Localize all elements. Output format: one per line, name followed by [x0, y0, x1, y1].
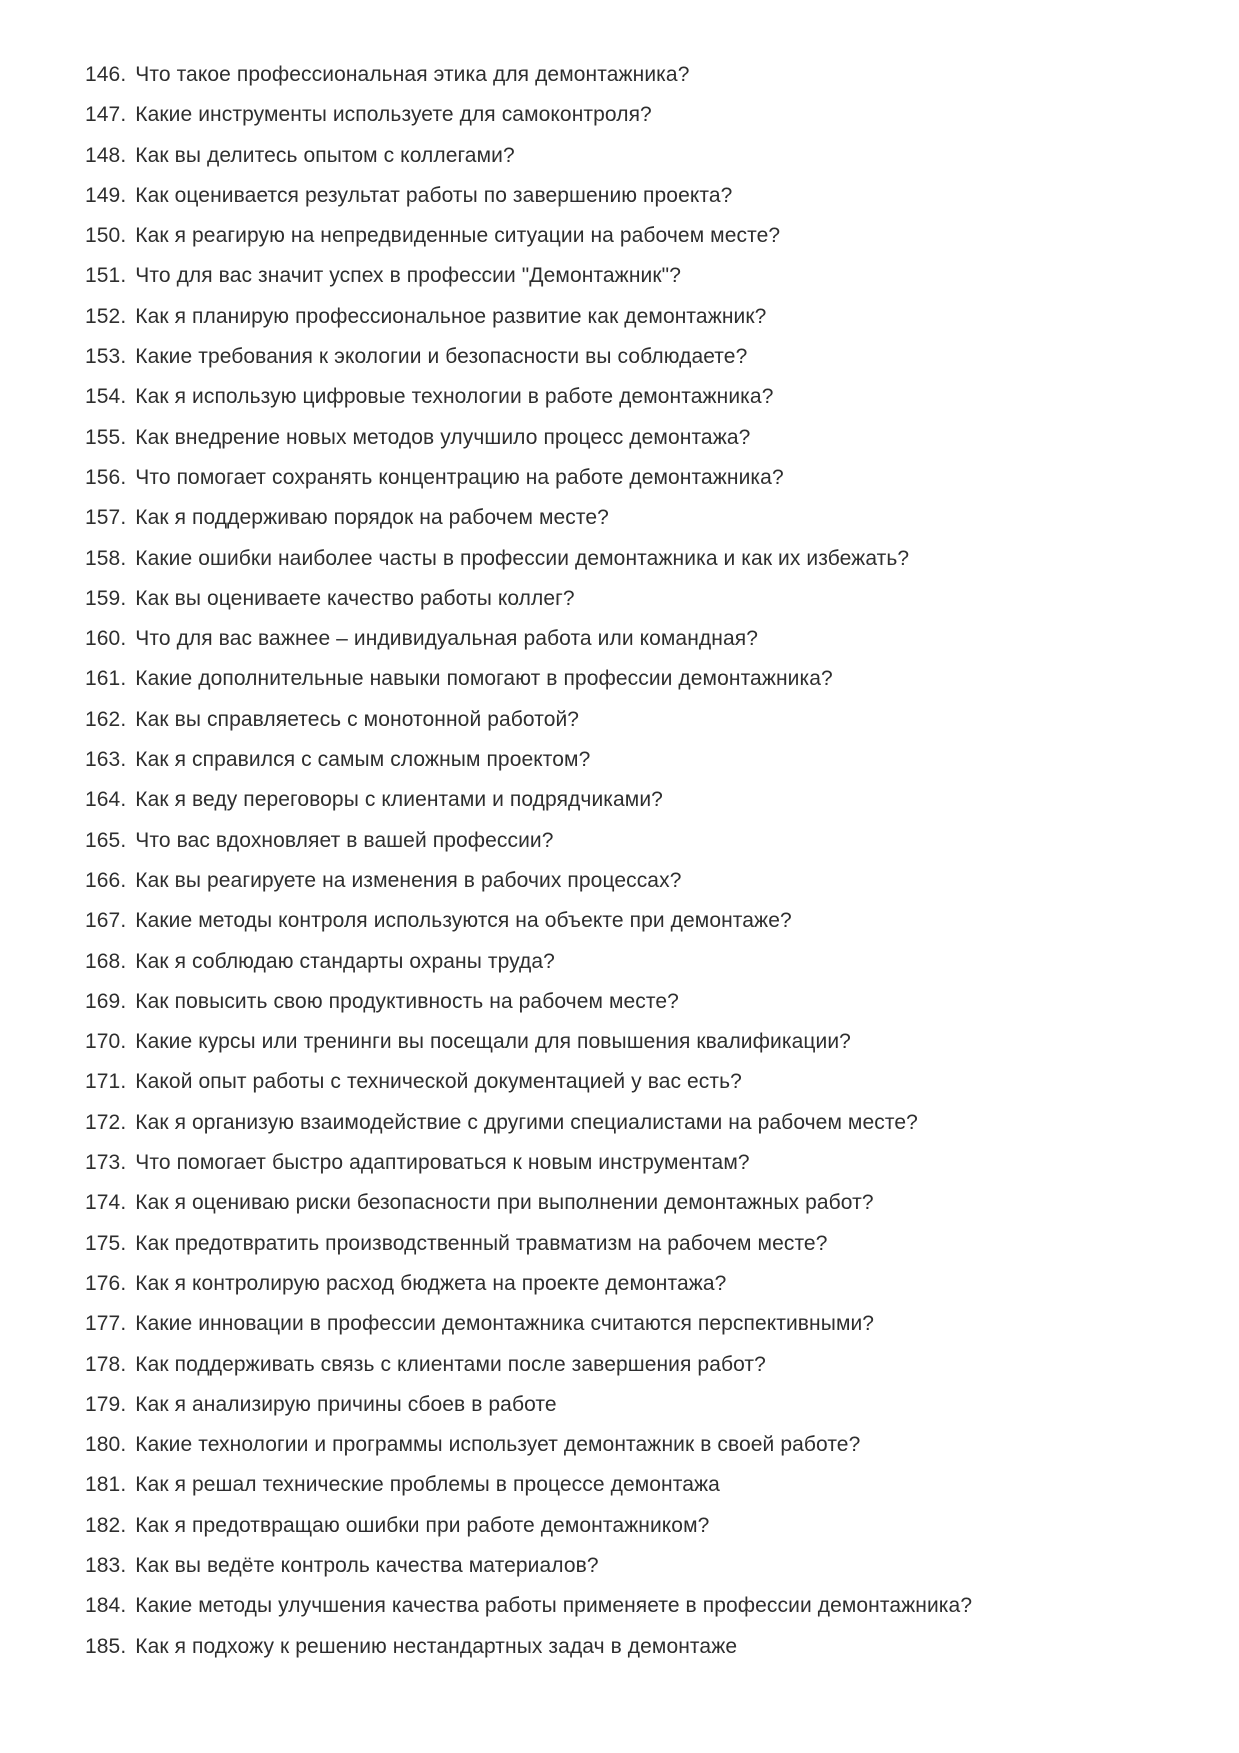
item-text: Как я решал технические проблемы в процессе демонтажа: [135, 1473, 720, 1497]
item-text: Какие технологии и программы использует демонтажник в своей работе?: [135, 1433, 861, 1457]
item-text: Как вы делитесь опытом с коллегами?: [135, 143, 515, 167]
list-item: [85, 861, 1179, 901]
item-number: 150.: [85, 224, 127, 248]
list-item: [85, 982, 1179, 1022]
item-number: 163.: [85, 748, 127, 772]
list-item: [85, 1546, 1179, 1586]
item-number: 146.: [85, 63, 127, 86]
item-text: Как оценивается результат работы по завершению проекта?: [135, 183, 733, 207]
list-item: [85, 659, 1179, 699]
list-item: [85, 337, 1179, 377]
item-number: 166.: [85, 868, 127, 892]
list-item: [85, 700, 1179, 740]
list-item: [85, 458, 1179, 498]
list-item: [85, 780, 1179, 820]
item-text: Какие методы улучшения качества работы применяете в профессии демонтажника?: [135, 1594, 973, 1618]
item-number: 164.: [85, 788, 127, 812]
list-item: [85, 55, 1179, 95]
item-text: Как вы ведёте контроль качества материалов?: [135, 1553, 599, 1577]
item-text: Как я предотвращаю ошибки при работе демонтажником?: [135, 1513, 710, 1537]
item-text: Что помогает быстро адаптироваться к новым инструментам?: [135, 1151, 750, 1175]
item-number: 155.: [85, 425, 127, 449]
list-item: [85, 1264, 1179, 1304]
list-item: [85, 1345, 1179, 1385]
list-item: [85, 579, 1179, 619]
item-text: Какие требования к экологии и безопасности вы соблюдаете?: [135, 345, 748, 369]
list-item: [85, 1183, 1179, 1223]
list-item: [85, 1062, 1179, 1102]
list-item: [85, 1506, 1179, 1546]
item-number: 167.: [85, 909, 127, 933]
item-text: Как я соблюдаю стандарты охраны труда?: [135, 949, 555, 973]
item-number: 184.: [85, 1594, 127, 1618]
item-number: 181.: [85, 1473, 127, 1497]
list-item: [85, 176, 1179, 216]
list-item: [85, 942, 1179, 982]
item-number: 162.: [85, 707, 127, 731]
item-number: 174.: [85, 1191, 127, 1215]
item-text: Как я поддерживаю порядок на рабочем месте?: [135, 506, 609, 530]
item-text: Что вас вдохновляет в вашей профессии?: [135, 828, 554, 852]
list-item: [85, 498, 1179, 538]
item-text: Какие инновации в профессии демонтажника считаются перспективными?: [135, 1312, 875, 1336]
item-text: Что для вас важнее – индивидуальная работа или командная?: [135, 627, 758, 651]
item-number: 171.: [85, 1070, 127, 1094]
item-text: Какие дополнительные навыки помогают в профессии демонтажника?: [135, 667, 833, 691]
list-item: [85, 539, 1179, 579]
item-text: Как я планирую профессиональное развитие как демонтажник?: [135, 304, 767, 328]
item-number: 175.: [85, 1231, 127, 1255]
list-item: [85, 821, 1179, 861]
list-item: [85, 1022, 1179, 1062]
item-number: 158.: [85, 546, 127, 570]
item-number: 161.: [85, 667, 127, 691]
item-number: 180.: [85, 1433, 127, 1457]
item-text: Как вы реагируете на изменения в рабочих процессах?: [135, 868, 682, 892]
item-text: Как я справился с самым сложным проектом?: [135, 748, 591, 772]
item-number: 147.: [85, 103, 127, 127]
item-number: 170.: [85, 1030, 127, 1054]
list-item: [85, 1224, 1179, 1264]
list-item: [85, 1143, 1179, 1183]
list-item: [85, 1103, 1179, 1143]
list-item: [85, 901, 1179, 941]
item-number: 148.: [85, 143, 127, 167]
item-number: 154.: [85, 385, 127, 409]
item-number: 182.: [85, 1513, 127, 1537]
item-number: 159.: [85, 586, 127, 610]
list-item: [85, 740, 1179, 780]
item-number: 153.: [85, 345, 127, 369]
item-number: 177.: [85, 1312, 127, 1336]
item-text: Какие курсы или тренинги вы посещали для повышения квалификации?: [135, 1030, 851, 1054]
item-text: Как повысить свою продуктивность на рабочем месте?: [135, 989, 679, 1013]
list-item: [85, 256, 1179, 296]
item-number: 160.: [85, 627, 127, 651]
item-number: 165.: [85, 828, 127, 852]
item-text: Как я веду переговоры с клиентами и подрядчиками?: [135, 788, 663, 812]
item-text: Как вы справляетесь с монотонной работой?: [135, 707, 580, 731]
item-text: Что такое профессиональная этика для демонтажника?: [135, 63, 690, 86]
item-text: Как я оцениваю риски безопасности при выполнении демонтажных работ?: [135, 1191, 874, 1215]
item-text: Как поддерживать связь с клиентами после завершения работ?: [135, 1352, 766, 1376]
item-number: 176.: [85, 1271, 127, 1295]
item-number: 183.: [85, 1553, 127, 1577]
list-item: [85, 136, 1179, 176]
item-text: Что помогает сохранять концентрацию на работе демонтажника?: [135, 465, 784, 489]
item-number: 172.: [85, 1110, 127, 1134]
item-text: Какие инструменты используете для самоконтроля?: [135, 103, 652, 127]
item-number: 185.: [85, 1634, 127, 1658]
item-number: 156.: [85, 465, 127, 489]
item-number: 149.: [85, 183, 127, 207]
list-item: [85, 1465, 1179, 1505]
item-number: 179.: [85, 1392, 127, 1416]
list-item: [85, 377, 1179, 417]
item-text: Как я использую цифровые технологии в работе демонтажника?: [135, 385, 774, 409]
item-number: 152.: [85, 304, 127, 328]
item-text: Как предотвратить производственный травматизм на рабочем месте?: [135, 1231, 828, 1255]
item-number: 173.: [85, 1151, 127, 1175]
list-item: [85, 418, 1179, 458]
list-item: [85, 95, 1179, 135]
item-text: Как внедрение новых методов улучшило процесс демонтажа?: [135, 425, 751, 449]
item-text: Какие ошибки наиболее часты в профессии демонтажника и как их избежать?: [135, 546, 910, 570]
list-item: [85, 1627, 1179, 1667]
item-number: 157.: [85, 506, 127, 530]
item-text: Как я контролирую расход бюджета на проекте демонтажа?: [135, 1271, 727, 1295]
item-text: Как я организую взаимодействие с другими специалистами на рабочем месте?: [135, 1110, 918, 1134]
item-number: 169.: [85, 989, 127, 1013]
item-number: 178.: [85, 1352, 127, 1376]
item-text: Как я подхожу к решению нестандартных задач в демонтаже: [135, 1634, 738, 1658]
list-item: [85, 216, 1179, 256]
item-text: Какой опыт работы с технической документацией у вас есть?: [135, 1070, 742, 1094]
list-item: [85, 1425, 1179, 1465]
item-text: Как я реагирую на непредвиденные ситуации на рабочем месте?: [135, 224, 781, 248]
item-text: Как вы оцениваете качество работы коллег?: [135, 586, 575, 610]
list-item: [85, 1385, 1179, 1425]
list-item: [85, 297, 1179, 337]
item-text: Что для вас значит успех в профессии "Демонтажник"?: [135, 264, 681, 288]
item-text: Какие методы контроля используются на объекте при демонтаже?: [135, 909, 792, 933]
list-item: [85, 1304, 1179, 1344]
item-number: 168.: [85, 949, 127, 973]
item-number: 151.: [85, 264, 127, 288]
item-text: Как я анализирую причины сбоев в работе: [135, 1392, 557, 1416]
list-item: [85, 619, 1179, 659]
list-item: [85, 1586, 1179, 1626]
